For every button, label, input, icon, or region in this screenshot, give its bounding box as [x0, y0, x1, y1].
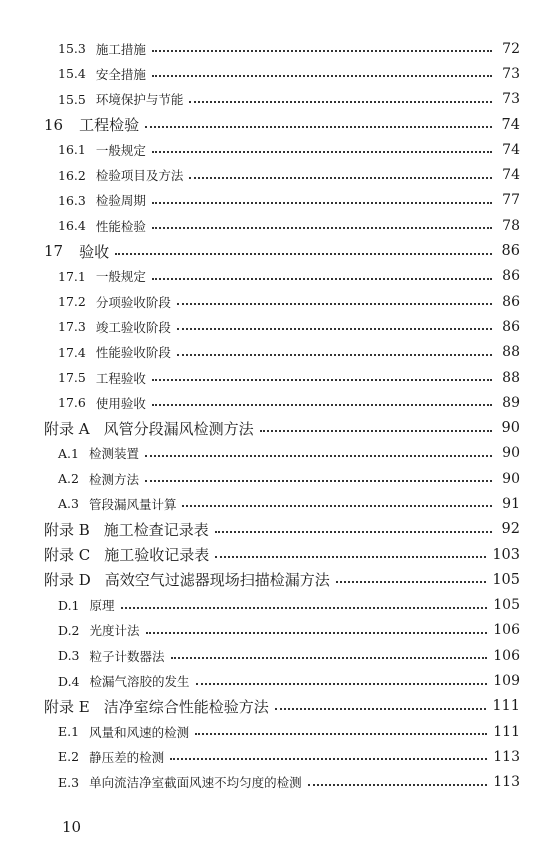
toc-entry-title: 施工检查记录表: [103, 520, 209, 539]
toc-entry-title: 环境保护与节能: [95, 92, 184, 108]
toc-entry-title: 原理: [89, 598, 115, 614]
toc-entry: [0, 694, 550, 719]
toc-entry-title: 静压差的检测: [89, 749, 165, 765]
toc-entry-title: 工程验收: [95, 370, 146, 386]
toc-entry-number: 16.2: [58, 167, 86, 183]
toc-entry-number: A.3: [58, 496, 79, 512]
dot-leader: [215, 530, 492, 533]
dot-leader: [145, 125, 492, 128]
toc-entry: [0, 61, 550, 86]
toc-entry-page: 77: [502, 192, 520, 209]
toc-entry-title: 工程检验: [79, 116, 140, 135]
dot-leader: [189, 176, 492, 179]
toc-entry-number: D.4: [58, 673, 80, 689]
toc-entry: [0, 188, 550, 213]
toc-entry: [0, 289, 550, 314]
toc-entry: [0, 668, 550, 693]
toc-entry-title: 检测方法: [88, 471, 139, 487]
dot-leader: [196, 682, 488, 685]
toc-entry-page: 90: [502, 470, 520, 487]
toc-entry: [0, 744, 550, 769]
toc-entry-title: 光度计法: [89, 623, 140, 639]
toc-entry-page: 74: [502, 141, 520, 158]
toc-entry-number: 17.4: [58, 344, 86, 360]
dot-leader: [152, 150, 492, 153]
dot-leader: [177, 302, 492, 305]
toc-entry-number: 16.4: [58, 218, 86, 234]
toc-entry-title: 高效空气过滤器现场扫描检漏方法: [104, 571, 330, 590]
toc-entry-title: 一般规定: [95, 142, 146, 158]
dot-leader: [152, 378, 492, 381]
toc-entry-title: 粒子计数器法: [89, 648, 165, 664]
toc-entry-title: 性能检验: [95, 218, 146, 234]
toc-entry-title: 竣工验收阶段: [95, 319, 171, 335]
toc-entry: [0, 491, 550, 516]
toc-entry-number: D.1: [58, 597, 80, 613]
toc-entry: [0, 264, 550, 289]
toc-entry-number: 17.1: [58, 268, 86, 284]
dot-leader: [308, 783, 488, 786]
toc-entry: [0, 213, 550, 238]
toc-entry-number: D.3: [58, 648, 80, 664]
toc-entry-page: 103: [492, 546, 520, 563]
toc-entry-number: 15.4: [58, 66, 86, 82]
toc-entry-title: 施工验收记录表: [104, 546, 210, 565]
dot-leader: [170, 757, 487, 760]
toc-entry-number: A.2: [58, 471, 79, 487]
toc-entry-number: 17.5: [58, 370, 86, 385]
toc-entry-page: 74: [502, 167, 520, 184]
toc-entry-number: D.2: [58, 622, 80, 638]
toc-entry: [0, 618, 550, 643]
toc-entry-number: A.1: [58, 445, 79, 461]
toc-entry: [0, 314, 550, 339]
toc-entry-title: 单向流洁净室截面风速不均匀度的检测: [89, 775, 302, 791]
toc-entry: [0, 137, 550, 162]
dot-leader: [182, 504, 492, 507]
dot-leader: [152, 226, 492, 229]
dot-leader: [152, 277, 492, 280]
dot-leader: [189, 100, 492, 103]
dot-leader: [215, 555, 486, 558]
toc-entry-title: 分项验收阶段: [95, 294, 171, 310]
toc-entry-number: 17: [44, 242, 64, 261]
toc-entry-page: 88: [502, 369, 520, 386]
toc-entry: [0, 238, 550, 263]
toc-entry-page: 105: [492, 571, 520, 588]
dot-leader: [145, 479, 492, 482]
toc-entry: [0, 87, 550, 112]
toc-entry-page: 113: [493, 774, 520, 791]
toc-entry-page: 86: [502, 318, 520, 335]
toc-entry-title: 性能验收阶段: [95, 345, 171, 361]
dot-leader: [260, 429, 492, 432]
toc-entry-number: E.2: [58, 749, 80, 765]
toc-entry-page: 106: [493, 647, 520, 664]
toc-entry-page: 92: [501, 521, 520, 538]
toc-entry-page: 86: [501, 243, 520, 260]
toc-entry-title: 检测装置: [88, 446, 139, 462]
toc-entry-page: 78: [502, 217, 520, 234]
toc-entry-number: 附录 C: [44, 546, 91, 565]
dot-leader: [336, 580, 487, 583]
toc-entry: [0, 517, 550, 542]
toc-entry-title: 洁净室综合性能检验方法: [103, 697, 269, 716]
toc-entry-page: 72: [502, 40, 520, 57]
toc-entry: [0, 643, 550, 668]
toc-entry: [0, 415, 550, 440]
toc-entry-page: 88: [502, 344, 520, 361]
toc-entry-page: 89: [502, 394, 520, 411]
toc-entry-page: 86: [502, 293, 520, 310]
toc-entry-number: 附录 A: [44, 419, 90, 438]
dot-leader: [152, 403, 492, 406]
toc-entry-page: 73: [502, 91, 520, 108]
toc-entry: [0, 162, 550, 187]
toc-entry: [0, 441, 550, 466]
toc-entry-number: 15.3: [58, 41, 86, 57]
toc-entry-number: 附录 E: [44, 697, 90, 716]
toc-entry-number: 17.3: [58, 319, 86, 335]
dot-leader: [146, 631, 488, 634]
toc-entry-number: E.3: [58, 774, 80, 790]
toc-entry-number: 附录 D: [44, 571, 91, 590]
toc-entry: [0, 593, 550, 618]
toc-entry-page: 105: [493, 597, 520, 614]
toc-entry-title: 使用验收: [95, 395, 146, 411]
toc-entry-page: 106: [493, 622, 520, 639]
toc-entry: [0, 719, 550, 744]
toc-entry: [0, 567, 550, 592]
toc-entry-title: 验收: [79, 242, 110, 261]
toc-entry-title: 管段漏风量计算: [88, 496, 177, 512]
toc-entry-title: 检漏气溶胶的发生: [89, 674, 190, 690]
toc-entry-number: 16.3: [58, 192, 86, 208]
toc-entry: [0, 36, 550, 61]
dot-leader: [145, 454, 492, 457]
toc-entry-page: 111: [492, 698, 520, 715]
toc-entry: [0, 390, 550, 415]
toc-entry: [0, 770, 550, 795]
toc-entry-title: 风管分段漏风检测方法: [103, 419, 254, 438]
toc-entry-number: 16.1: [58, 142, 86, 158]
dot-leader: [152, 201, 492, 204]
toc-entry-page: 91: [502, 495, 520, 512]
toc-entry: [0, 542, 550, 567]
toc-entry-number: 15.5: [58, 91, 86, 107]
toc-entry-page: 109: [493, 673, 520, 690]
toc-entry-title: 安全措施: [95, 66, 146, 82]
toc-entry-page: 73: [502, 65, 520, 82]
dot-leader: [115, 252, 492, 255]
dot-leader: [195, 732, 487, 735]
dot-leader: [121, 606, 488, 609]
toc-entry-page: 90: [502, 445, 520, 462]
toc-entry-page: 113: [493, 748, 520, 765]
toc-entry-page: 86: [502, 268, 520, 285]
toc-entry-title: 一般规定: [95, 269, 146, 285]
toc-entry-title: 检验周期: [95, 193, 146, 209]
toc-entry: [0, 365, 550, 390]
dot-leader: [177, 353, 492, 356]
toc-entry-title: 施工措施: [95, 41, 146, 57]
toc-entry-page: 90: [501, 420, 520, 437]
dot-leader: [275, 707, 487, 710]
table-of-contents: [0, 36, 550, 795]
toc-entry-title: 检验项目及方法: [95, 168, 184, 184]
toc-entry-number: 16: [44, 115, 64, 134]
toc-entry-number: 附录 B: [44, 520, 90, 539]
dot-leader: [152, 49, 492, 52]
toc-entry: [0, 112, 550, 137]
dot-leader: [171, 656, 488, 659]
toc-entry-number: 17.2: [58, 294, 86, 310]
toc-entry-page: 74: [501, 116, 520, 133]
toc-entry-page: 111: [493, 723, 520, 740]
toc-entry-number: 17.6: [58, 395, 86, 411]
page-number: 10: [62, 818, 82, 836]
toc-entry: [0, 340, 550, 365]
dot-leader: [177, 327, 492, 330]
toc-entry-number: E.1: [58, 724, 80, 740]
toc-entry-title: 风量和风速的检测: [89, 724, 190, 740]
toc-entry: [0, 466, 550, 491]
dot-leader: [152, 74, 492, 77]
